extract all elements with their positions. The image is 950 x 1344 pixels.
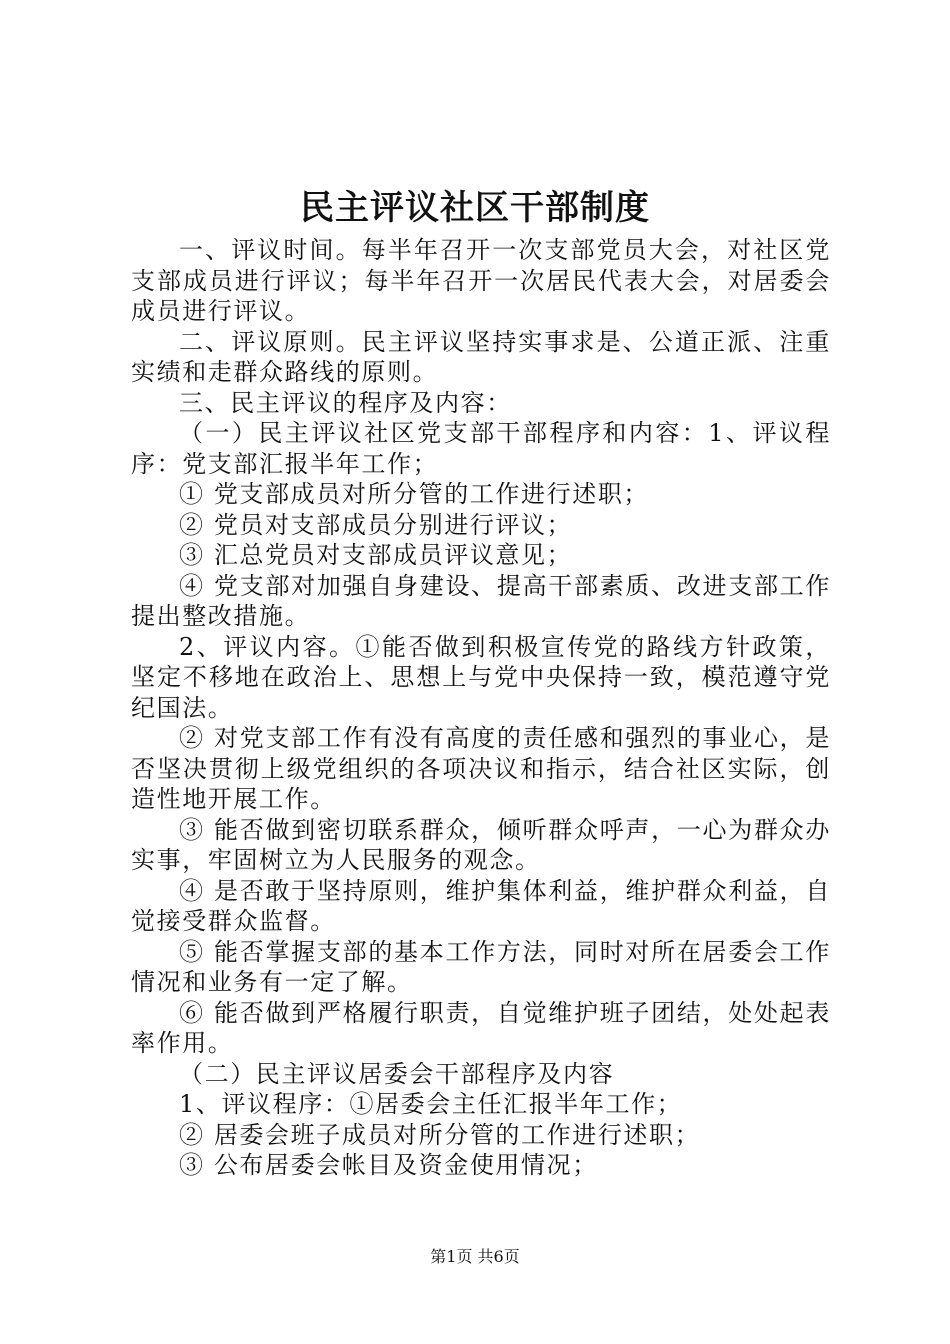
document-body — [131, 235, 831, 1181]
paragraph: ① 党支部成员对所分管的工作进行述职； — [179, 480, 650, 508]
paragraph: ② 对党支部工作有没有高度的责任感和强烈的事业心，是否坚决贯彻上级党组织的各项决议和指示，结合社区实际，创造性地开展工作。 — [131, 724, 831, 813]
paragraph: ② 居委会班子成员对所分管的工作进行述职； — [179, 1120, 701, 1149]
paragraph: （二）民主评议居委会干部程序及内容 — [179, 1059, 615, 1088]
paragraph: 二、评议原则。民主评议坚持实事求是、公道正派、注重实绩和走群众路线的原则。 — [131, 327, 831, 386]
paragraph: 2、评议内容。①能否做到积极宣传党的路线方针政策，坚定不移地在政治上、思想上与党中央保持一致，模范遵守党纪国法。 — [131, 632, 831, 722]
paragraph: 1、评议程序：①居委会主任汇报半年工作； — [179, 1090, 683, 1118]
paragraph: 三、民主评议的程序及内容： — [179, 388, 512, 417]
paragraph: ③ 公布居委会帐目及资金使用情况； — [179, 1151, 598, 1179]
paragraph: ④ 是否敢于坚持原则，维护集体利益，维护群众利益，自觉接受群众监督。 — [131, 876, 831, 935]
document-title: 民主评议社区干部制度 — [300, 188, 650, 228]
page-number-footer: 第1页 共6页 — [430, 1247, 520, 1266]
paragraph: （一）民主评议社区党支部干部程序和内容：1、评议程序：党支部汇报半年工作； — [131, 419, 831, 478]
paragraph: ⑤ 能否掌握支部的基本工作方法，同时对所在居委会工作情况和业务有一定了解。 — [131, 937, 831, 996]
paragraph: ⑥ 能否做到严格履行职责，自觉维护班子团结，处处起表率作用。 — [131, 998, 831, 1057]
paragraph: 一、评议时间。每半年召开一次支部党员大会，对社区党支部成员进行评议；每半年召开一次居民代表大会，对居委会成员进行评议。 — [131, 236, 831, 325]
paragraph: ② 党员对支部成员分别进行评议； — [179, 510, 573, 539]
paragraph: ④ 党支部对加强自身建设、提高干部素质、改进支部工作提出整改措施。 — [131, 571, 831, 630]
paragraph: ③ 汇总党员对支部成员评议意见； — [179, 541, 573, 569]
paragraph: ③ 能否做到密切联系群众，倾听群众呼声，一心为群众办实事，牢固树立为人民服务的观念。 — [131, 815, 831, 874]
